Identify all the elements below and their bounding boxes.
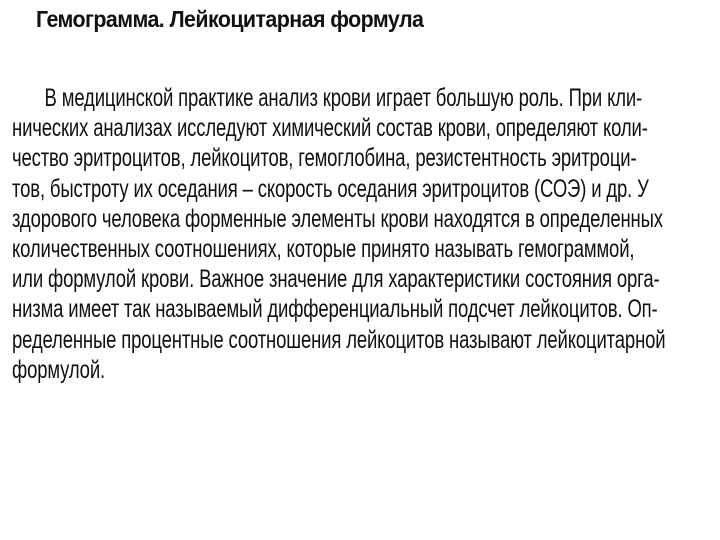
- paragraph: [12, 83, 712, 385]
- paragraph-line: здорового человека форменные элементы крови находятся в определенных: [12, 204, 663, 233]
- paragraph-line: количественных соотношениях, которые принято называть гемограммой,: [12, 234, 635, 263]
- page-title: Гемограмма. Лейкоцитарная формула: [36, 6, 424, 32]
- paragraph-line: низма имеет так называемый дифференциальный подсчет лейкоцитов. Оп-: [12, 295, 658, 324]
- paragraph-line: чество эритроцитов, лейкоцитов, гемоглобина, резистентность эритроци-: [12, 144, 637, 173]
- paragraph-line: нических анализах исследуют химический состав крови, определяют коли-: [12, 114, 648, 143]
- paragraph-line: формулой.: [12, 355, 106, 384]
- paragraph-line: ределенные процентные соотношения лейкоцитов называют лейкоцитарной: [12, 325, 666, 354]
- paragraph-line: или формулой крови. Важное значение для характеристики состояния орга-: [12, 265, 660, 294]
- paragraph-line: В медицинской практике анализ крови играет большую роль. При кли-: [44, 84, 643, 112]
- paragraph-line: тов, быстроту их оседания – скорость оседания эритроцитов (СОЭ) и др. У: [12, 174, 649, 203]
